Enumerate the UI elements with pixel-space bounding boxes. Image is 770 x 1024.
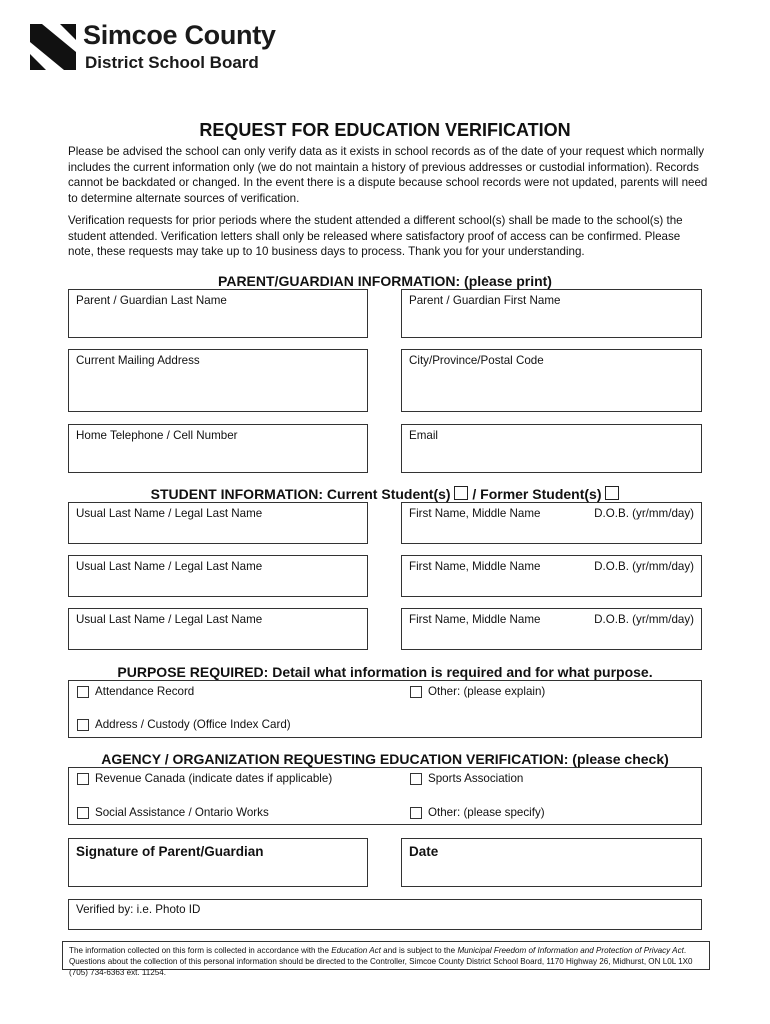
revenue-canada-label: Revenue Canada (indicate dates if applicable) [95, 772, 333, 785]
attendance-record-label: Attendance Record [95, 685, 195, 698]
signature-field[interactable] [68, 838, 368, 887]
education-act-link-text: Education Act [331, 946, 381, 955]
former-student-checkbox[interactable] [605, 486, 619, 500]
board-logo-icon [30, 24, 76, 70]
privacy-notice-text-3: . Questions about the collection of this personal information should be directed to the Controller, Simcoe County District School Board, 1170 Highway 26, Midhurst, ON L0L 1X0 (705) 734-6363 ext. 11254. [69, 946, 693, 977]
parent-first-name-field[interactable] [401, 289, 702, 338]
student-1-last-name-label: Usual Last Name / Legal Last Name [76, 507, 263, 520]
purpose-section-heading: PURPOSE REQUIRED: Detail what information is required and for what purpose. [117, 664, 653, 680]
phone-label: Home Telephone / Cell Number [76, 429, 238, 442]
student-2-dob-label: D.O.B. (yr/mm/day) [594, 560, 694, 573]
date-field[interactable] [401, 838, 702, 887]
student-3-first-name-label: First Name, Middle Name [409, 613, 541, 626]
email-label: Email [409, 429, 438, 442]
student-3-last-name-label: Usual Last Name / Legal Last Name [76, 613, 263, 626]
address-custody-label: Address / Custody (Office Index Card) [95, 718, 291, 731]
agency-other-checkbox[interactable] [410, 807, 422, 819]
student-2-first-name-label: First Name, Middle Name [409, 560, 541, 573]
agency-other-label: Other: (please specify) [428, 806, 545, 819]
phone-field[interactable] [68, 424, 368, 473]
mfippa-text: Municipal Freedom of Information and Protection of Privacy Act [457, 946, 684, 955]
agency-box [68, 767, 702, 825]
city-province-postal-field[interactable] [401, 349, 702, 412]
email-field[interactable] [401, 424, 702, 473]
student-2-last-name-field[interactable] [68, 555, 368, 597]
student-1-dob-label: D.O.B. (yr/mm/day) [594, 507, 694, 520]
attendance-record-checkbox[interactable] [77, 686, 89, 698]
current-student-checkbox[interactable] [454, 486, 468, 500]
parent-last-name-field[interactable] [68, 289, 368, 338]
student-3-last-name-field[interactable] [68, 608, 368, 650]
logo-subtitle: District School Board [85, 53, 259, 72]
mailing-address-field[interactable] [68, 349, 368, 412]
student-1-name-dob-field[interactable] [401, 502, 702, 544]
logo-title: Simcoe County [83, 20, 276, 50]
social-assistance-checkbox[interactable] [77, 807, 89, 819]
signature-label: Signature of Parent/Guardian [76, 844, 264, 859]
student-2-last-name-label: Usual Last Name / Legal Last Name [76, 560, 263, 573]
verified-by-label: Verified by: i.e. Photo ID [76, 903, 201, 916]
purpose-other-label: Other: (please explain) [428, 685, 546, 698]
sports-association-label: Sports Association [428, 772, 524, 785]
date-label: Date [409, 844, 439, 859]
student-section-heading [0, 486, 770, 502]
mailing-address-label: Current Mailing Address [76, 354, 200, 367]
student-3-dob-label: D.O.B. (yr/mm/day) [594, 613, 694, 626]
student-3-name-dob-field[interactable] [401, 608, 702, 650]
sports-association-checkbox[interactable] [410, 773, 422, 785]
parent-section-heading: PARENT/GUARDIAN INFORMATION: (please print) [218, 273, 552, 289]
parent-first-name-label: Parent / Guardian First Name [409, 294, 561, 307]
verified-by-field[interactable] [68, 899, 702, 930]
privacy-notice-text-1: The information collected on this form is collected in accordance with the [69, 946, 332, 955]
privacy-notice [62, 941, 710, 977]
intro-paragraph-1: Please be advised the school can only verify data as it exists in school records as of the date of your request which normally includes the current information only (we do not maintain a history of previous addresses or custodial information). Records cannot be backdated or changed. In the event there is a dispute because school records were not updated, parents will need to determine alternate sources of verification. [68, 145, 708, 205]
intro-paragraph-2: Verification requests for prior periods where the student attended a different school(s) shall be made to the school(s) the student attended. Verification letters shall only be released where satisfactory proof of access can be confirmed. Please note, these requests may take up to 10 business days to process. Thank you for your understanding. [68, 214, 683, 258]
privacy-notice-text-2: and is subject to the [380, 946, 458, 955]
address-custody-checkbox[interactable] [77, 719, 89, 731]
purpose-other-checkbox[interactable] [410, 686, 422, 698]
student-1-first-name-label: First Name, Middle Name [409, 507, 541, 520]
student-1-last-name-field[interactable] [68, 502, 368, 544]
student-heading-middle: / Former Student(s) [472, 486, 602, 502]
student-heading-prefix: STUDENT INFORMATION: Current Student(s) [150, 486, 451, 502]
social-assistance-label: Social Assistance / Ontario Works [95, 806, 269, 819]
student-2-name-dob-field[interactable] [401, 555, 702, 597]
parent-last-name-label: Parent / Guardian Last Name [76, 294, 227, 307]
agency-section-heading: AGENCY / ORGANIZATION REQUESTING EDUCATION VERIFICATION: (please check) [101, 751, 669, 767]
purpose-box [68, 680, 702, 738]
city-province-postal-label: City/Province/Postal Code [409, 354, 544, 367]
page-title: REQUEST FOR EDUCATION VERIFICATION [199, 120, 571, 140]
revenue-canada-checkbox[interactable] [77, 773, 89, 785]
